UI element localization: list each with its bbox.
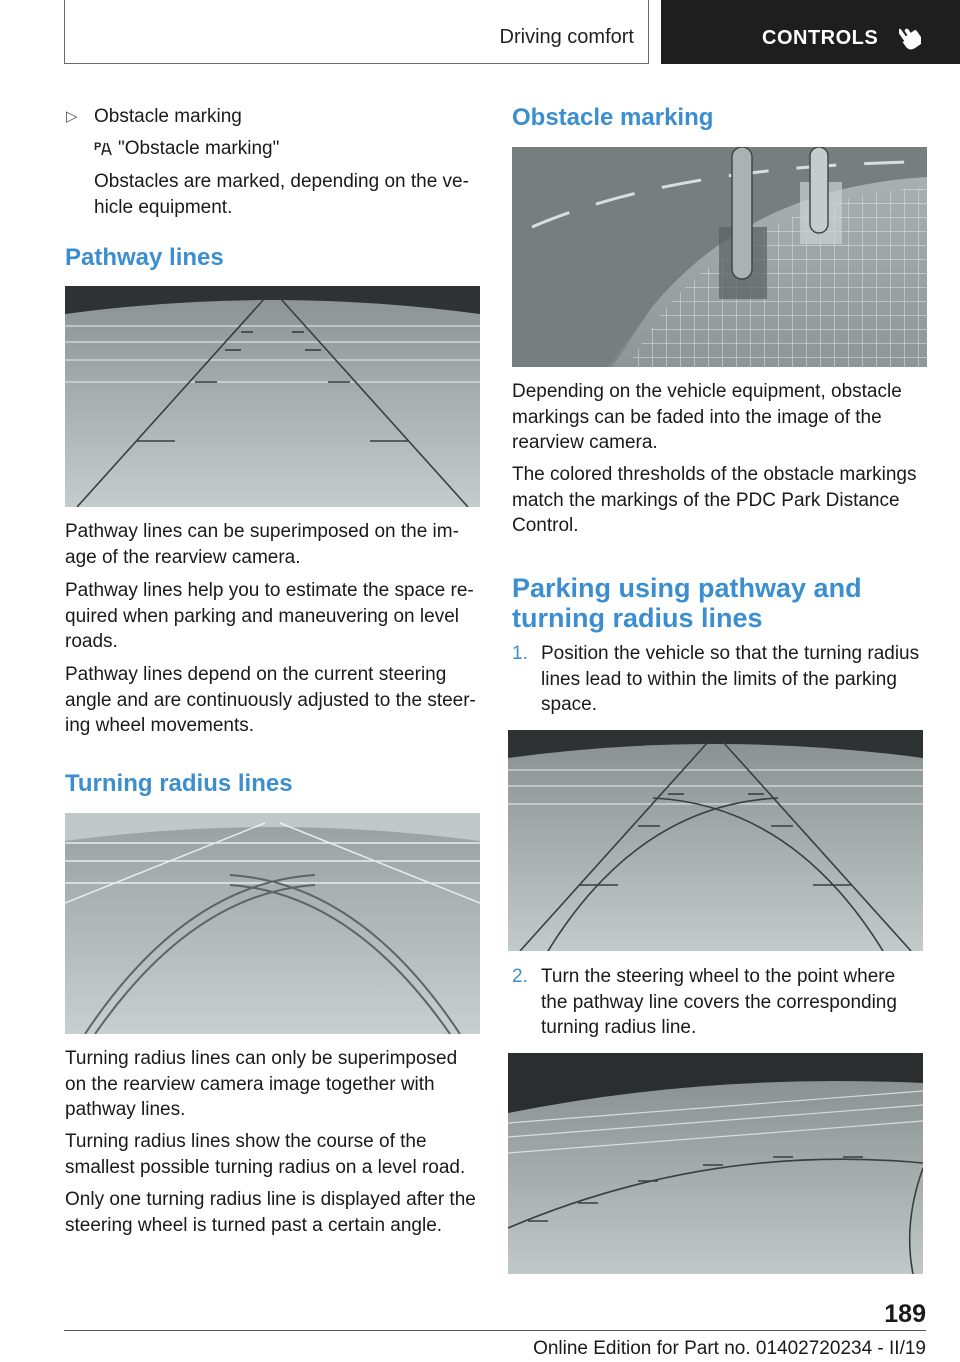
step-text-line: turning radius line.: [541, 1017, 697, 1038]
turning-para-line: smallest possible turning radius on a level road.: [65, 1157, 466, 1178]
footer-divider: [64, 1330, 926, 1331]
turning-radius-figure: [65, 813, 480, 1034]
header-chapter-tab[interactable]: [661, 0, 960, 64]
step-number: 2.: [512, 966, 528, 987]
obstacle-para-line: Depending on the vehicle equipment, obstacle: [512, 381, 902, 402]
bullet-marker: ▷: [66, 108, 78, 125]
turning-para-line: Turning radius lines can only be superimposed: [65, 1048, 458, 1069]
pathway-para-line: Pathway lines help you to estimate the space re-: [65, 580, 474, 601]
bullet-body-line: Obstacles are marked, depending on the ve-: [94, 171, 469, 192]
parking-heading-line: turning radius lines: [512, 603, 763, 633]
step-number: 1.: [512, 643, 528, 664]
turning-para-line: on the rearview camera image together with: [65, 1074, 435, 1095]
bullet-body-line: hicle equipment.: [94, 197, 233, 218]
header-section-title: Driving comfort: [499, 26, 634, 48]
obstacle-marking-figure: [512, 147, 927, 367]
obstacle-para-line: rearview camera.: [512, 432, 658, 453]
pathway-para-line: roads.: [65, 631, 118, 652]
bullet-menu-item: "Obstacle marking": [118, 138, 280, 159]
pathway-para-line: Pathway lines depend on the current steering: [65, 664, 447, 685]
pathway-para-line: angle and are continuously adjusted to the steer-: [65, 690, 476, 711]
step-text-line: lines lead to within the limits of the parking: [541, 669, 897, 690]
parking-step2-figure: [508, 1053, 923, 1274]
turning-para-line: Only one turning radius line is displayed after the: [65, 1189, 476, 1210]
pointing-hand-icon: [899, 24, 921, 50]
pathway-lines-figure: [65, 286, 480, 507]
pathway-para-line: quired when parking and maneuvering on level: [65, 606, 459, 627]
pathway-lines-heading: Pathway lines: [65, 244, 224, 271]
pathway-para-line: age of the rearview camera.: [65, 547, 301, 568]
obstacle-para-line: markings can be faded into the image of the: [512, 407, 882, 428]
turning-para-line: Turning radius lines show the course of the: [65, 1131, 427, 1152]
obstacle-para-line: The colored thresholds of the obstacle markings: [512, 464, 917, 485]
header-chapter-label: CONTROLS: [762, 27, 879, 49]
step-text-line: the pathway line covers the corresponding: [541, 992, 897, 1013]
bullet-title: Obstacle marking: [94, 106, 242, 127]
pathway-para-line: ing wheel movements.: [65, 715, 255, 736]
obstacle-marking-heading: Obstacle marking: [512, 104, 714, 131]
svg-text:P: P: [94, 141, 102, 153]
step-text-line: Turn the steering wheel to the point where: [541, 966, 896, 987]
page-number: 189: [884, 1300, 926, 1328]
footer-edition: Online Edition for Part no. 01402720234 - II/19: [533, 1338, 926, 1359]
obstacle-para-line: match the markings of the PDC Park Distance: [512, 490, 900, 511]
turning-para-line: steering wheel is turned past a certain angle.: [65, 1215, 443, 1236]
turning-radius-heading: Turning radius lines: [65, 770, 293, 797]
turning-para-line: pathway lines.: [65, 1099, 186, 1120]
parking-heading-line: Parking using pathway and: [512, 573, 862, 603]
step-text-line: space.: [541, 694, 597, 715]
pathway-para-line: Pathway lines can be superimposed on the im-: [65, 521, 459, 542]
obstacle-marking-icon: [94, 139, 112, 157]
parking-step1-figure: [508, 730, 923, 951]
obstacle-para-line: Control.: [512, 515, 579, 536]
step-text-line: Position the vehicle so that the turning radius: [541, 643, 920, 664]
